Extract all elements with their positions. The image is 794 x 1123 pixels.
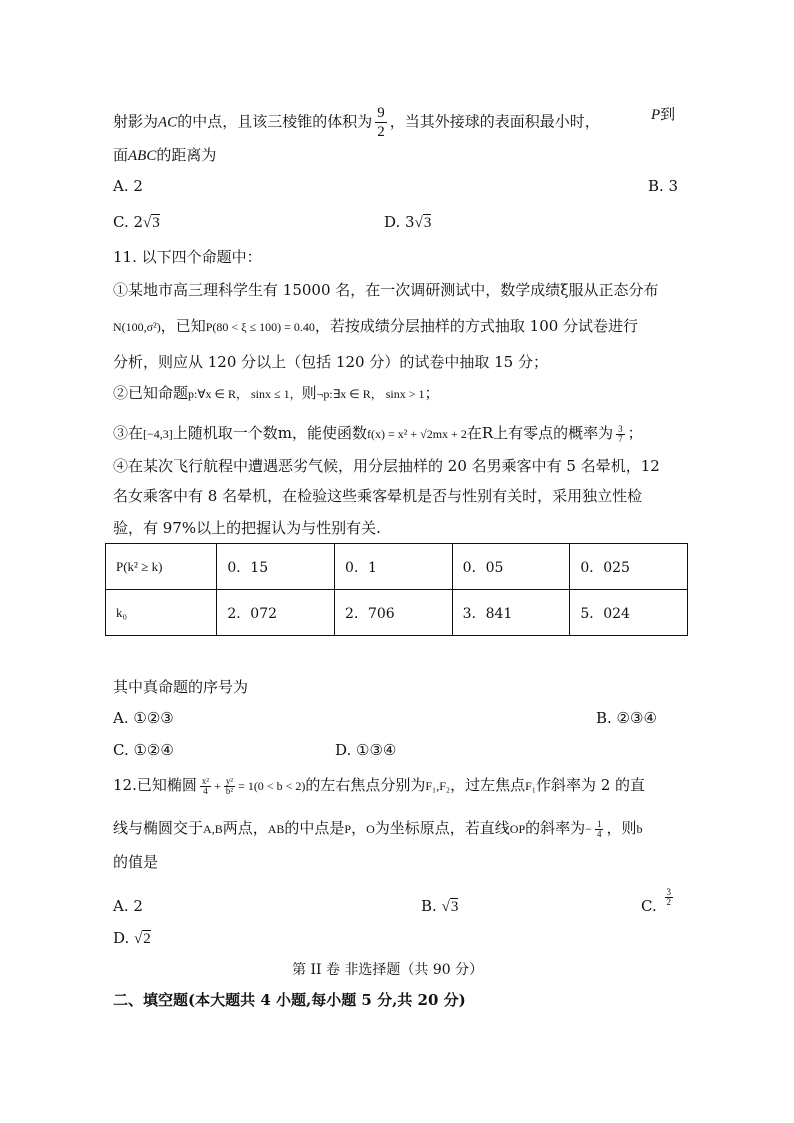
critical-value-table xyxy=(105,543,688,636)
q11-prop1-line3: 分析，则应从 120 分以上（包括 120 分）的试卷中抽取 15 分； xyxy=(113,353,548,371)
slope-fraction: $\frac{1}{4}$ xyxy=(596,818,602,839)
table-cell: k₀ xyxy=(106,590,217,636)
q12-option-a: A. 2 xyxy=(113,897,143,915)
q11-prop4-line3: 验，有 97%以上的把握认为与性别有关. xyxy=(113,519,381,537)
q11-option-c: C. ①②④ xyxy=(113,741,174,759)
fill-blank-heading: 二、填空题(本大题共 4 小题,每小题 5 分,共 20 分) xyxy=(113,991,466,1009)
ellipse-y-term: $\frac{\text{y²}}{\text{b²}}$ xyxy=(225,775,234,796)
sqrt-symbol: √3 xyxy=(414,215,432,231)
q11-option-a: A. ①②③ xyxy=(113,709,174,727)
table-cell: 5．024 xyxy=(570,590,688,636)
q12-line-3: 的值是 xyxy=(113,853,159,871)
table-cell: P(k² ≥ k) xyxy=(106,544,217,590)
q11-prop2: ②已知命题p:∀x ∈ R， sinx ≤ 1，则¬p:∃x ∈ R， sinx > 1； xyxy=(113,384,440,402)
q11-option-d: D. ①③④ xyxy=(335,741,397,759)
section-title: 第 II 卷 非选择题（共 90 分） xyxy=(292,962,484,978)
q12-option-c: C. $\frac{3}{2}$ xyxy=(641,886,671,915)
q10-line-2: 面ABC的距离为 xyxy=(113,146,217,164)
q11-option-b: B. ②③④ xyxy=(596,709,657,727)
ac-symbol: AC xyxy=(158,114,178,131)
q11-prop1-line1: ①某地市高三理科学生有 15000 名，在一次调研测试中，数学成绩ξ服从正态分布 xyxy=(113,281,659,299)
table-cell: 0．05 xyxy=(452,544,570,590)
sqrt-symbol: √2 xyxy=(134,931,151,947)
q11-prop1-line2: N(100,σ²)，已知P(80 < ξ ≤ 100) = 0.40，若按成绩分层抽样的方式抽取 100 分试卷进行 xyxy=(113,317,639,335)
q10-line-1-end: P到 xyxy=(651,105,676,123)
q11-ask: 其中真命题的序号为 xyxy=(113,678,249,696)
table-cell: 0．15 xyxy=(217,544,335,590)
table-row xyxy=(106,590,688,636)
q11-prop3: ③在[−4,3]上随机取一个数m，能使函数f(x) = x² + √2mx + 2在R上有零点的概率为 $\frac{3}{7}$ ； xyxy=(113,423,643,444)
q11-prop4-line1: ④在某次飞行航程中遭遇恶劣气候，用分层抽样的 20 名男乘客中有 5 名晕机，12 xyxy=(113,457,660,475)
q12-line-1: 12.已知椭圆 $\frac{\text{x²}}{4}$ + $\frac{\text{y²}}{\text{b²}}$ = 1(0 < b < 2)的左右焦点分别为F₁,F₂，过左焦点F₁作斜率为 2 的直 xyxy=(113,775,646,796)
table-row xyxy=(106,544,688,590)
sqrt-symbol: √3 xyxy=(143,215,160,231)
table-cell: 2．706 xyxy=(335,590,453,636)
volume-fraction: $\frac{9}{2}$ xyxy=(377,105,385,140)
q10-option-b: B. 3 xyxy=(648,177,679,195)
q10-option-d: D. 3√3 xyxy=(384,213,432,231)
sqrt-symbol: √3 xyxy=(441,899,459,915)
q11-title: 11. 以下四个命题中： xyxy=(113,248,262,266)
q11-prop4-line2: 名女乘客中有 8 名晕机，在检验这些乘客晕机是否与性别有关时，采用独立性检 xyxy=(113,487,643,505)
table-cell: 3．841 xyxy=(452,590,570,636)
ellipse-x-term: $\frac{\text{x²}}{4}$ xyxy=(201,775,210,796)
q12-option-b: B. √3 xyxy=(421,897,459,915)
q12-line-2: 线与椭圆交于A,B两点，AB的中点是P，O为坐标原点，若直线OP的斜率为− $\frac{1}{4}$ ，则b xyxy=(113,818,643,839)
q12-option-d: D. √2 xyxy=(113,929,151,947)
probability-fraction: $\frac{3}{7}$ xyxy=(618,423,623,444)
q10-option-a: A. 2 xyxy=(113,177,143,195)
table-cell: 2．072 xyxy=(217,590,335,636)
option-c-fraction: $\frac{3}{2}$ xyxy=(666,886,671,907)
q10-line-1: 射影为AC的中点，且该三棱锥的体积为 $\frac{9}{2}$ ，当其外接球的表面积最小时， xyxy=(113,105,600,140)
table-cell: 0．025 xyxy=(570,544,688,590)
table-cell: 0．1 xyxy=(335,544,453,590)
q10-option-c: C. 2√3 xyxy=(113,213,160,231)
